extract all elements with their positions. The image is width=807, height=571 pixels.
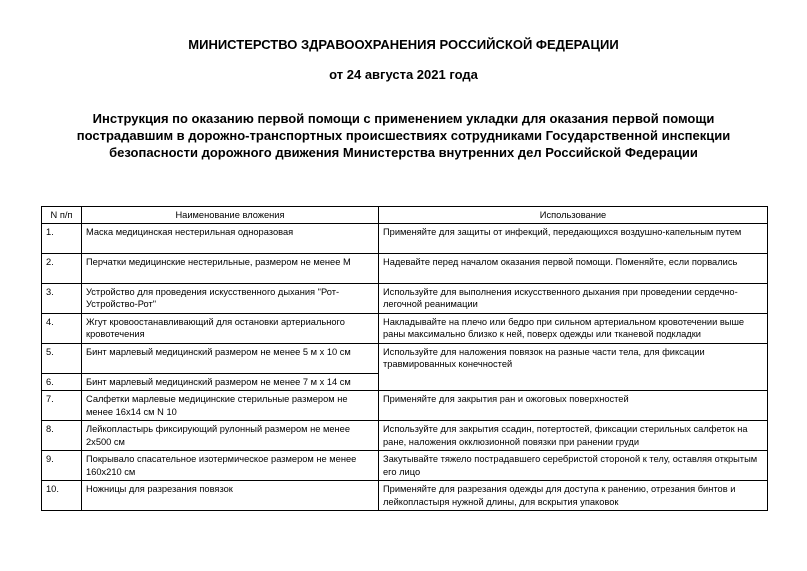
row-number: 8. [42, 421, 82, 451]
row-number: 2. [42, 253, 82, 283]
column-header-item-name: Наименование вложения [82, 207, 379, 224]
table-row [42, 223, 768, 253]
row-item-name: Бинт марлевый медицинский размером не менее 5 м x 10 см [82, 343, 379, 373]
table-header-row [42, 207, 768, 224]
table-row [42, 313, 768, 343]
row-usage: Применяйте для разрезания одежды для доступа к ранению, отрезания бинтов и лейкопластыря нужной длины, для вскрытия упаковок [379, 481, 768, 511]
row-number: 1. [42, 223, 82, 253]
title-line-1: Инструкция по оказанию первой помощи с применением укладки для оказания первой помощи [92, 111, 715, 126]
ministry-heading: МИНИСТЕРСТВО ЗДРАВООХРАНЕНИЯ РОССИЙСКОЙ ФЕДЕРАЦИИ [188, 37, 619, 52]
row-usage: Закутывайте тяжело пострадавшего серебристой стороной к телу, оставляя открытым его лицо [379, 451, 768, 481]
row-number: 3. [42, 283, 82, 313]
row-usage: Используйте для закрытия ссадин, потертостей, фиксации стерильных салфеток на ране, наложения окклюзионной повязки при ранении груди [379, 421, 768, 451]
row-item-name: Маска медицинская нестерильная одноразовая [82, 223, 379, 253]
column-header-usage: Использование [379, 207, 768, 224]
table-row [42, 343, 768, 373]
row-item-name: Бинт марлевый медицинский размером не менее 7 м x 14 см [82, 373, 379, 391]
row-usage: Накладывайте на плечо или бедро при сильном артериальном кровотечении выше раны максимально близко к ней, поверх одежды или тканевой подкладки [379, 313, 768, 343]
table-row [42, 481, 768, 511]
row-item-name: Устройство для проведения искусственного дыхания "Рот-Устройство-Рот" [82, 283, 379, 313]
row-usage: Применяйте для защиты от инфекций, передающихся воздушно-капельным путем [379, 223, 768, 253]
row-number: 5. [42, 343, 82, 373]
title-line-3: безопасности дорожного движения Министерства внутренних дел Российской Федерации [109, 145, 698, 160]
title-line-2: пострадавшим в дорожно-транспортных происшествиях сотрудниками Государственной инспекции [76, 128, 731, 143]
row-usage: Надевайте перед началом оказания первой помощи. Поменяйте, если порвались [379, 253, 768, 283]
document-date: от 24 августа 2021 года [329, 67, 478, 82]
row-item-name: Перчатки медицинские нестерильные, размером не менее M [82, 253, 379, 283]
row-item-name: Покрывало спасательное изотермическое размером не менее 160x210 см [82, 451, 379, 481]
row-usage: Используйте для наложения повязок на разные части тела, для фиксации травмированных конечностей [379, 343, 768, 391]
row-item-name: Салфетки марлевые медицинские стерильные размером не менее 16x14 см N 10 [82, 391, 379, 421]
table-row [42, 253, 768, 283]
table-row [42, 451, 768, 481]
row-item-name: Жгут кровоостанавливающий для остановки артериального кровотечения [82, 313, 379, 343]
column-header-number: N п/п [42, 207, 82, 224]
document-title [60, 110, 747, 161]
row-number: 9. [42, 451, 82, 481]
table-row [42, 391, 768, 421]
row-item-name: Ножницы для разрезания повязок [82, 481, 379, 511]
row-number: 10. [42, 481, 82, 511]
row-usage: Применяйте для закрытия ран и ожоговых поверхностей [379, 391, 768, 421]
row-number: 7. [42, 391, 82, 421]
row-usage: Используйте для выполнения искусственного дыхания при проведении сердечно-легочной реанимации [379, 283, 768, 313]
table-row [42, 421, 768, 451]
table-row [42, 283, 768, 313]
kit-contents-table [41, 206, 768, 511]
row-item-name: Лейкопластырь фиксирующий рулонный размером не менее 2x500 см [82, 421, 379, 451]
row-number: 4. [42, 313, 82, 343]
row-number: 6. [42, 373, 82, 391]
